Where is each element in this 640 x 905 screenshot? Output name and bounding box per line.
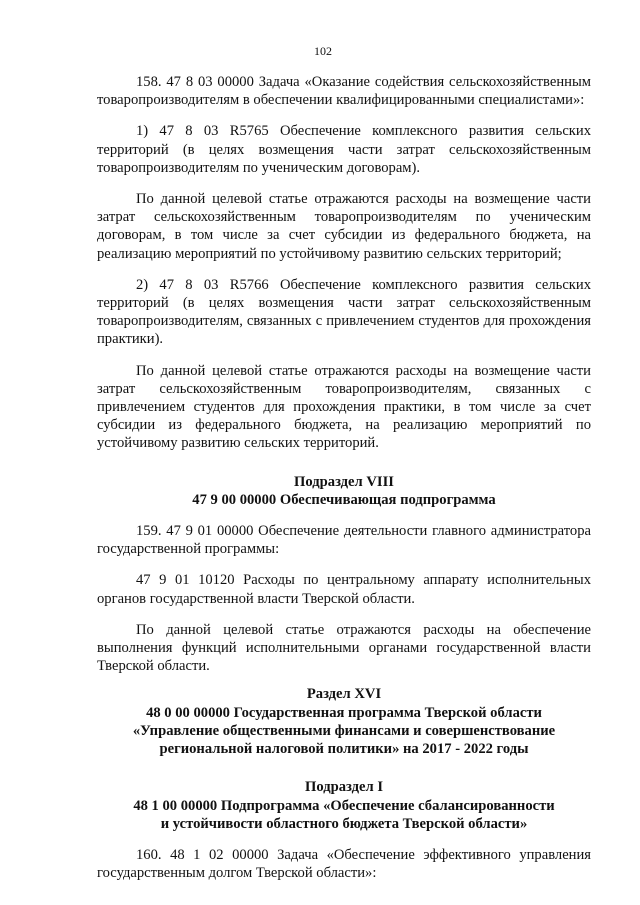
subsection-viii-heading [97, 473, 591, 509]
subsection-i-line-2: и устойчивости областного бюджета Тверской области» [160, 815, 528, 832]
paragraph-158-item-1-note: По данной целевой статье отражаются расходы на возмещение части затрат сельскохозяйственным товаропроизводителям по ученическим договорам, в том числе за счет субсидии из федерального бюджета, на реализацию мероприятий по устойчивому развитию сельских территорий; [97, 191, 591, 262]
section-xvi-line-1: 48 0 00 00000 Государственная программа Тверской области [146, 704, 542, 721]
page-number: 102 [314, 44, 332, 58]
subsection-i-title: Подраздел I [305, 779, 383, 796]
section-xvi-heading [97, 685, 591, 758]
paragraph-158-item-1: 1) 47 8 03 R5765 Обеспечение комплексного развития сельских территорий (в целях возмещения части затрат сельскохозяйственным товаропроизводителям по ученическим договорам). [97, 123, 591, 176]
paragraph-160: 160. 48 1 02 00000 Задача «Обеспечение эффективного управления государственным долгом Тверской области»: [97, 846, 591, 882]
section-xvi-line-3: региональной налоговой политики» на 2017 - 2022 годы [159, 741, 529, 758]
paragraph-158: 158. 47 8 03 00000 Задача «Оказание содействия сельскохозяйственным товаропроизводителям в обеспечении квалифицированными специалистами»: [97, 74, 591, 109]
section-xvi-line-2: «Управление общественными финансами и совершенствование [132, 722, 556, 739]
paragraph-159-item: 47 9 01 10120 Расходы по центральному аппарату исполнительных органов государственной власти Тверской области. [97, 572, 591, 607]
subsection-i-line-1: 48 1 00 00000 Подпрограмма «Обеспечение сбалансированности [133, 797, 555, 814]
paragraph-159: 159. 47 9 01 00000 Обеспечение деятельности главного администратора государственной программы: [97, 523, 591, 558]
subsection-viii-title: Подраздел VIII [294, 473, 394, 490]
subsection-viii-subtitle: 47 9 00 00000 Обеспечивающая подпрограмма [192, 491, 496, 508]
paragraph-159-note: По данной целевой статье отражаются расходы на обеспечение выполнения функций исполнительными органами государственной власти Тверской области. [97, 621, 591, 675]
section-xvi-title: Раздел XVI [306, 686, 382, 703]
subsection-i-heading [97, 778, 591, 833]
paragraph-158-item-2: 2) 47 8 03 R5766 Обеспечение комплексного развития сельских территорий (в целях возмещения части затрат сельскохозяйственным товаропроизводителям, связанных с привлечением студентов для прохождения практики). [97, 276, 591, 348]
paragraph-158-item-2-note: По данной целевой статье отражаются расходы на возмещение части затрат сельскохозяйственным товаропроизводителям, связанных с привлечением студентов для прохождения практики, в том числе за счет субсидии из федерального бюджета, на реализацию мероприятий по устойчивому развитию сельских территорий. [97, 362, 591, 452]
